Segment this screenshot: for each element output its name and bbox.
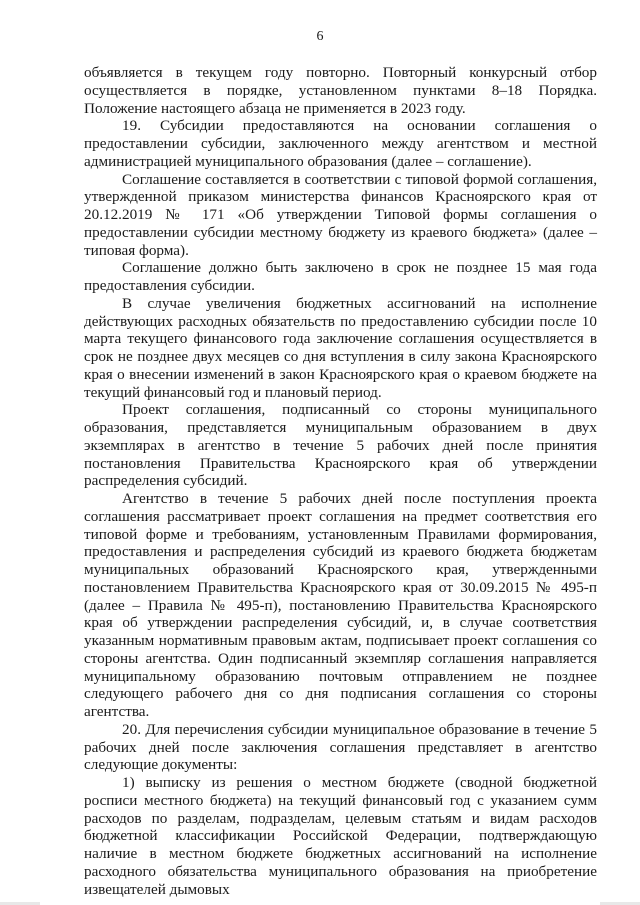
paragraph-agreement-deadline: Соглашение должно быть заключено в срок не позднее 15 мая года предоставления субсидии. [84,259,597,294]
paragraph-agency-review: Агентство в течение 5 рабочих дней после поступления проекта соглашения рассматривает проект соглашения на предмет соответствия его типовой форме и требованиям, установленным Правилами формирования, предоставления и распределения субсидий из краевого бюджета бюджетам муниципальных образований Красноярского края, утвержденными постановлением Правительства Красноярского края от 30.09.2015 № 495-п (далее – Правила № 495-п), постановлению Правительства Красноярского края об утверждении распределения субсидий, и, в случае соответствия указанным нормативным правовым актам, подписывает проект соглашения со стороны агентства. Один подписанный экземпляр соглашения направляется муниципальному образованию почтовым отправлением не позднее следующего рабочего дня со дня подписания соглашения со стороны агентства. [84,490,597,720]
paragraph-item-19: 19. Субсидии предоставляются на основании соглашения о предоставлении субсидии, заключенного между агентством и местной администрацией муниципального образования (далее – соглашение). [84,117,597,170]
paragraph-draft-agreement: Проект соглашения, подписанный со стороны муниципального образования, представляется муниципальным образованием в двух экземплярах в агентство в течение 5 рабочих дней после принятия постановления Правительства Красноярского края об утверждении распределения субсидий. [84,401,597,490]
paragraph-agreement-form: Соглашение составляется в соответствии с типовой формой соглашения, утвержденной приказом министерства финансов Красноярского края от 20.12.2019 № 171 «Об утверждении Типовой формы соглашения о предоставлении субсидии местному бюджету из краевого бюджета» (далее – типовая форма). [84,170,597,259]
paragraph-item-20: 20. Для перечисления субсидии муниципальное образование в течение 5 рабочих дней после заключения соглашения представляет в агентство следующие документы: [84,720,597,774]
paragraph-continuation: объявляется в текущем году повторно. Повторный конкурсный отбор осуществляется в порядке, установленном пунктами 8–18 Порядка. Положение настоящего абзаца не применяется в 2023 году. [84,64,597,117]
document-body [84,64,597,898]
page-number: 6 [316,29,324,44]
paragraph-subitem-1: 1) выписку из решения о местном бюджете (сводной бюджетной росписи местного бюджета) на текущий финансовый год с указанием сумм расходов по разделам, подразделам, целевым статьям и видам расходов бюджетной классификации Российской Федерации, подтверждающую наличие в местном бюджете бюджетных ассигнований на исполнение расходного обязательства муниципального образования на приобретение извещателей дымовых [84,774,597,898]
paragraph-budget-increase: В случае увеличения бюджетных ассигнований на исполнение действующих расходных обязательств по предоставлению субсидии после 10 марта текущего финансового года заключение соглашения осуществляется в срок не позднее двух месяцев со дня вступления в силу закона Красноярского края о внесении изменений в закон Красноярского края о краевом бюджете на текущий финансовый год и плановый период. [84,294,597,401]
